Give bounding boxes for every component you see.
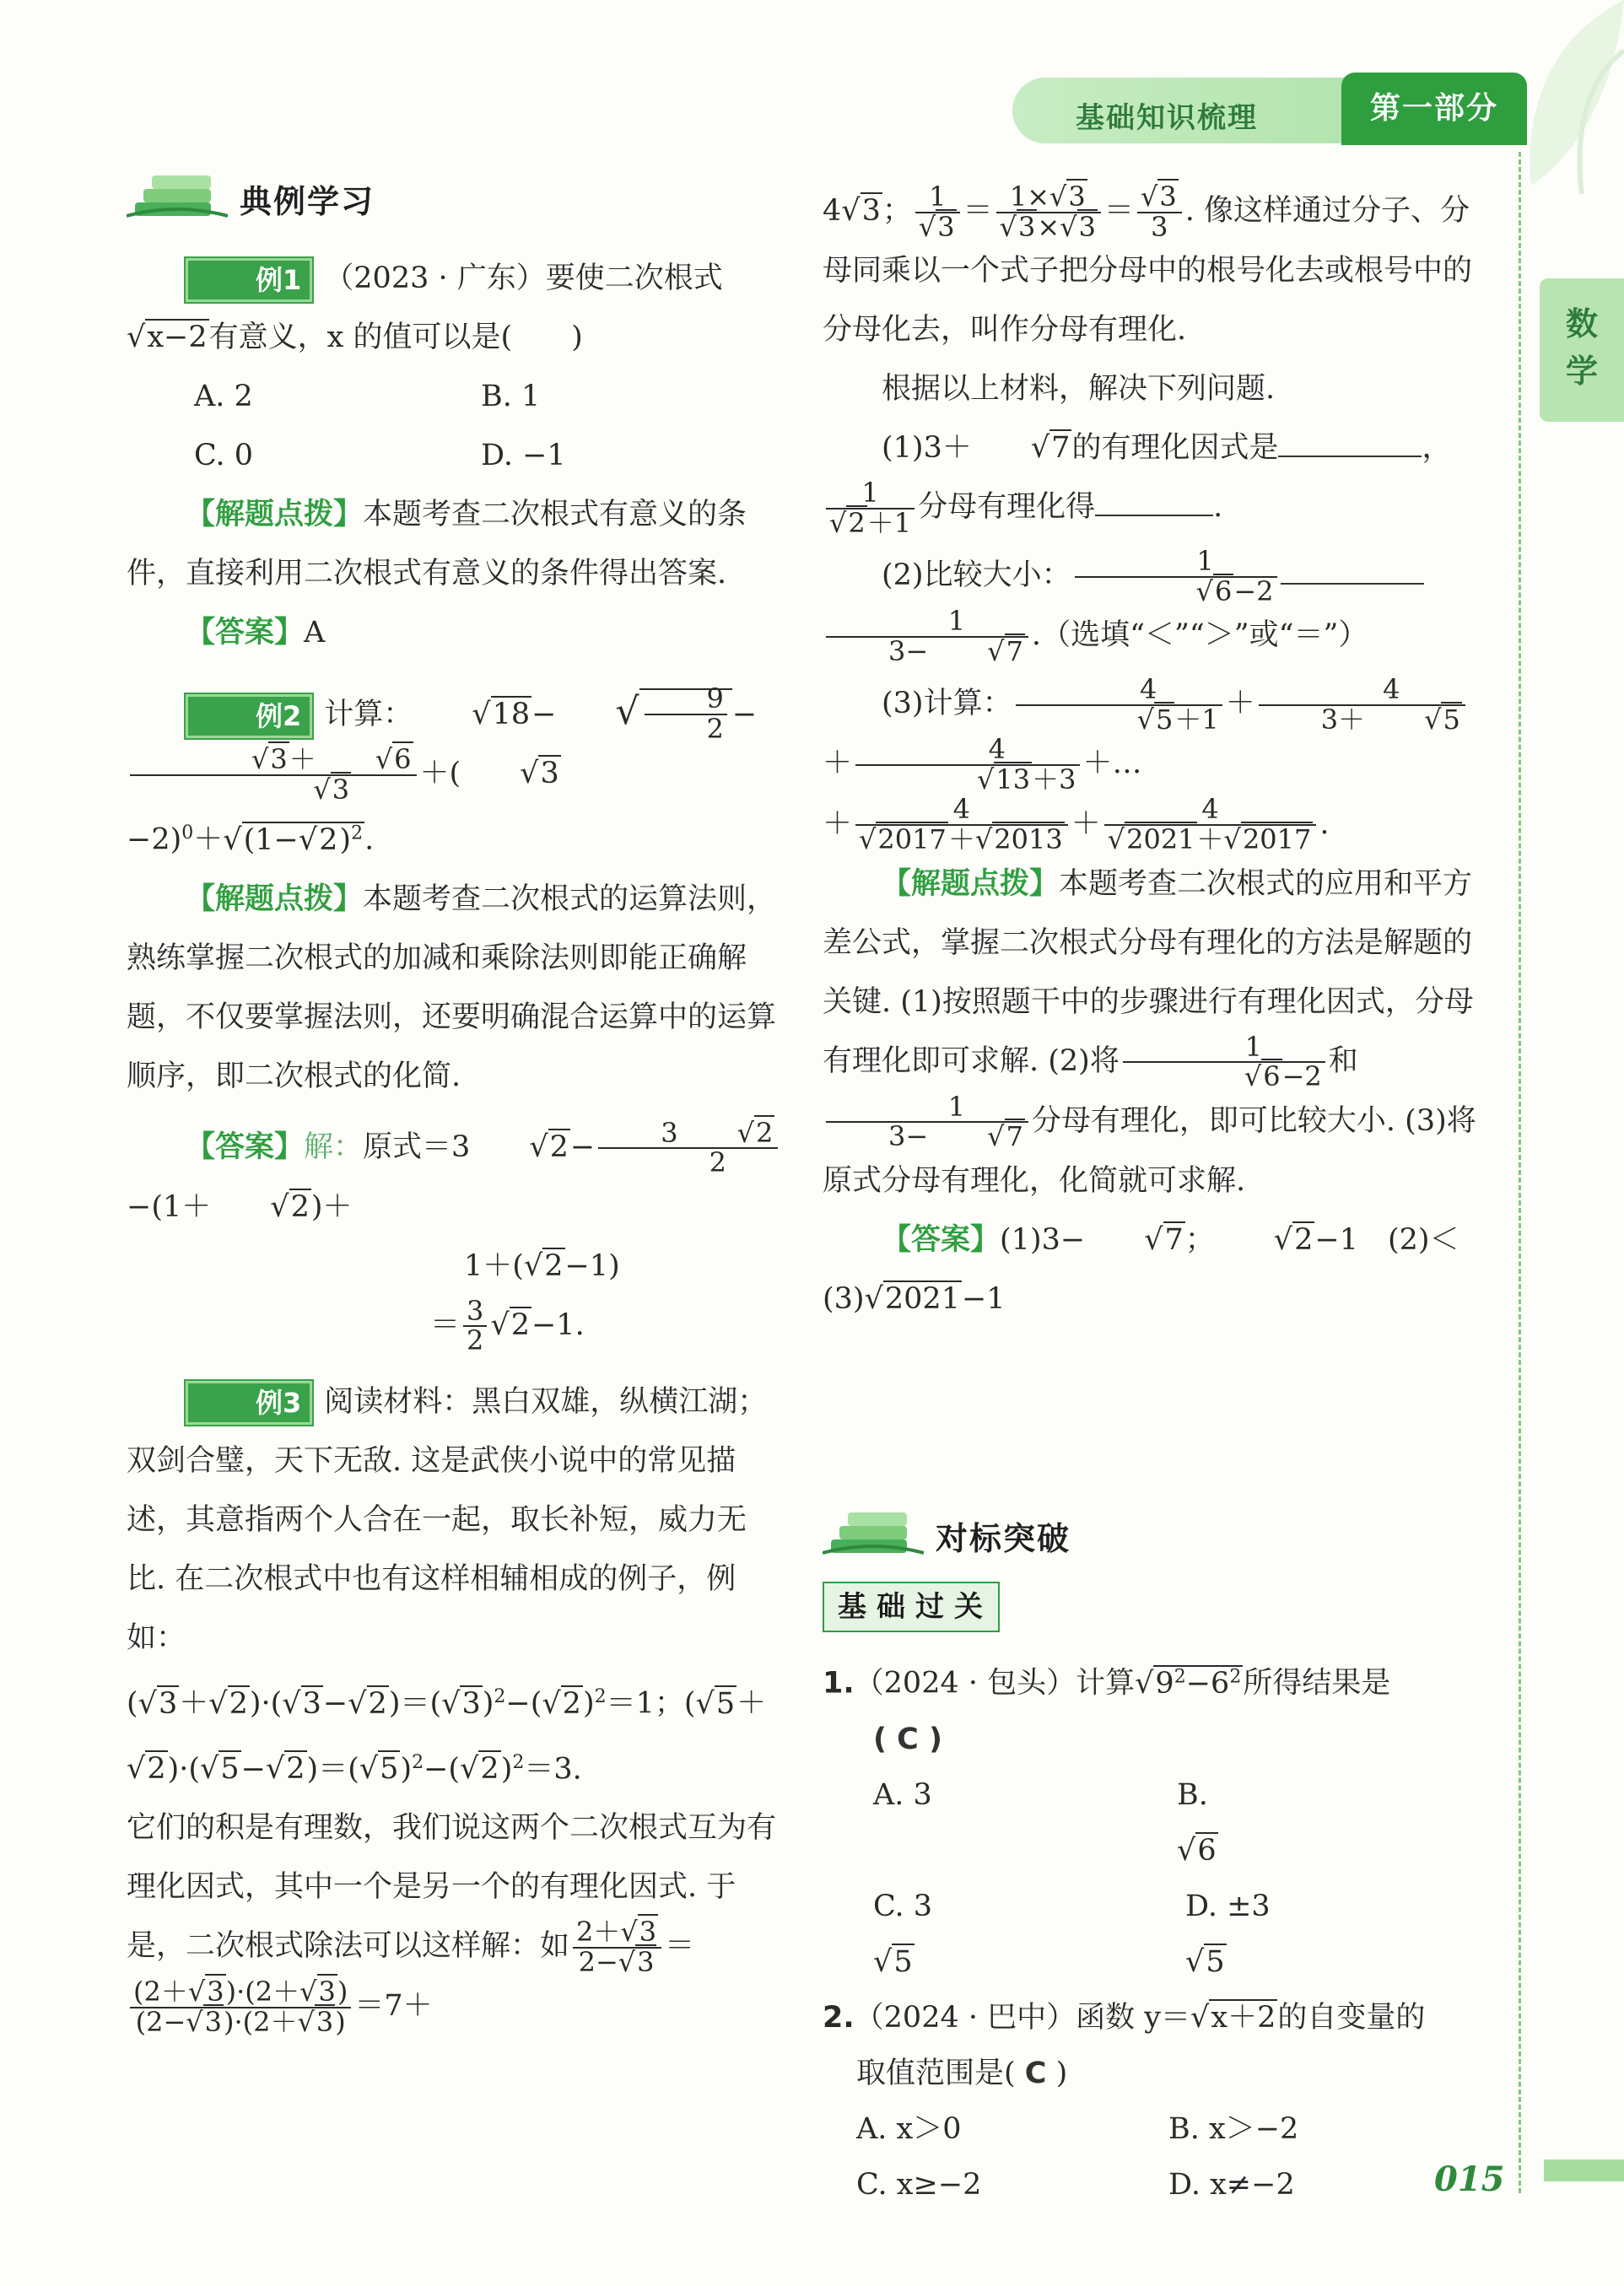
ex1-option-c: C. 0 — [194, 439, 254, 472]
ex1-options-row1 — [127, 367, 785, 426]
ex2-badge: 例2 — [186, 694, 312, 738]
ex3-example-line: (√ 3＋√ 2)·(√ 3−√ 2)＝(√ 3)$^2$−(√ 2)$^2$＝1；(√ 5＋√ 2)·(√ 5−√ 2)＝(√ 5)$^2$−(√ 2)$^2$＝3. — [127, 1668, 785, 1798]
left-column — [127, 249, 785, 2036]
q2-option-c: C. x≥−2 — [856, 2167, 982, 2202]
basic-tag-wrap — [823, 1582, 1000, 1632]
q1-option-b: B. √ 6 — [1177, 1767, 1489, 1879]
ex3-q1-line2: 1 √ 2＋1 分母有理化得 . — [823, 477, 1481, 537]
section-examples-title: 典例学习 — [240, 182, 375, 220]
ex3-q1-blank-1[interactable] — [1278, 422, 1422, 457]
right-column — [823, 181, 1481, 1329]
section-examples — [127, 169, 375, 228]
subject-char-2: 学 — [1565, 353, 1598, 390]
basic-level-tag: 基础过关 — [823, 1582, 1000, 1632]
ex3-q2-blank[interactable] — [1281, 549, 1424, 585]
q2-option-b: B. x＞−2 — [1168, 2111, 1299, 2146]
ex1-option-b: B. 1 — [481, 380, 541, 413]
ex2-hint: 【解题点拨】本题考查二次根式的运算法则，熟练掌握二次根式的加减和乘除法则即能正确解题，不仅要掌握法则，还要明确混合运算中的运算顺序，即二次根式的化简. — [127, 881, 777, 1093]
header-title: 基础知识梳理 — [1076, 101, 1258, 135]
ex3-hint: 【解题点拨】本题考查二次根式的应用和平方差公式，掌握二次根式分母有理化的方法是解题的关键. (1)按照题干中的步骤进行有理化因式，分母有理化即可求解. (2)将 1 √ 6−2 和 $\frac{1}{3-√ 7}$ 分母有理化，即可比较大小. (3)将原式分母有理化，化简就可求解. — [823, 855, 1481, 1210]
subject-char-1: 数 — [1565, 305, 1598, 342]
ex3-q2: (2)比较大小： 1 √ 6−2 $\frac{1}{3-√ 7}$ .（选填“＜”“＞”或“＝”） — [823, 546, 1481, 666]
ex3-text2: 它们的积是有理数，我们说这两个二次根式互为有理化因式，其中一个是另一个的有理化因式. 于是，二次根式除法可以这样解：如 $\frac{2+√ 3}{2-√ 3}$ ＝ $\frac{(2+√ 3)\cdot(2+√ 3)}{(2-√ 3)\cdot(2+√ 3)}$ ＝7＋ — [127, 1798, 785, 2036]
ex1-badge: 例1 — [186, 258, 312, 302]
q1-option-a: A. 3 — [873, 1777, 932, 1812]
books-icon — [127, 169, 228, 228]
practice-questions — [823, 1649, 1489, 2213]
ex3-badge: 例3 — [186, 1381, 312, 1425]
q2-option-d: D. x≠−2 — [1168, 2167, 1295, 2202]
ex3-answer-line2: (3)√ 2021−1 — [823, 1270, 1481, 1329]
ex3-q1: (1)3＋√ 7的有理化因式是 ， — [823, 418, 1481, 477]
q2-stem: 2.（2024 · 巴中）函数 y＝√ x＋2的自变量的 — [823, 1990, 1489, 2046]
subject-tab — [1540, 278, 1624, 422]
section-practice — [823, 1506, 1071, 1565]
ex3-text3: 4√ 3； 1 √ 3 ＝ 1×√ 3 √ 3×√ 3 ＝ √ $\frac{3}{3}$ . 像这样通过分子、分母同乘以一个式子把分母中的根号化去或根号中的分母化去，叫作分母有理化. — [823, 181, 1481, 359]
ex1-options-row2 — [127, 426, 785, 485]
q1-answer: ( C ) — [873, 1722, 943, 1756]
ex3-answer: 【答案】(1)3−√ 7；√ 2−1 (2)＜ — [823, 1210, 1481, 1270]
ex3-text1: 例3 阅读材料：黑白双雄，纵横江湖；双剑合璧，天下无敌. 这是武侠小说中的常见描述，其意指两个人合在一起，取长补短，威力无比. 在二次根式中也有这样相辅相成的例子，例如： — [127, 1372, 785, 1668]
ex3-q3: (3)计算： 4 √ 5＋1 ＋ $\frac{4}{3+√ 5}$ ＋ 4 √ 13＋3 ＋… — [823, 674, 1481, 794]
ex1-option-d: D. −1 — [481, 439, 566, 472]
ex1-stem: 例1 （2023 · 广东）要使二次根式 — [127, 249, 785, 308]
q1-option-c: C. 3√ 5 — [873, 1879, 1185, 1990]
q2-options-row1 — [823, 2101, 1489, 2157]
ex2-answer-line3: ＝ $\frac{3}{2}$ √ 2−1. — [127, 1296, 785, 1356]
ex2-stem-2: −2)$^0$＋√ (1−√ 2)$^2$. — [127, 804, 785, 870]
header-part: 第一部分 — [1341, 73, 1527, 145]
q1-stem: 1.（2024 · 包头）计算√ $9^2-6^2$所得结果是 — [823, 1649, 1489, 1712]
page-number: 015 — [1434, 2159, 1505, 2199]
ex3-task: 根据以上材料，解决下列问题. — [882, 372, 1276, 407]
section-practice-title: 对标突破 — [936, 1519, 1071, 1557]
q1-option-d: D. ±3√ 5 — [1185, 1879, 1497, 1990]
ex2-stem: 例2 计算：√ 18− √ $\frac{9}{2}$ − √ 3＋√ 6 √ 3 ＋(√ 3 — [127, 682, 785, 804]
books-icon-2 — [823, 1506, 924, 1565]
ex3-q1-blank-2[interactable] — [1095, 481, 1213, 516]
ex1-option-a: A. 2 — [194, 380, 253, 413]
ex2-answer-line2: 1＋(√ 2−1) — [127, 1237, 785, 1296]
q1-options-row1 — [823, 1767, 1489, 1879]
ex2-answer: 【答案】解：原式＝3√ 2− $\frac{3√ 2}{2}$ −(1＋√ 2)＋ — [127, 1118, 785, 1237]
q2-stem-2: 取值范围是( C ) — [856, 2056, 1068, 2090]
q2-options-row2 — [823, 2157, 1489, 2213]
margin-dashed-rule — [1519, 152, 1521, 2193]
ex1-stem-2: √ x−2有意义，x 的值可以是( ) — [127, 308, 785, 367]
ex1-answer: 【答案】A — [186, 615, 326, 650]
bottom-strip — [1544, 2159, 1624, 2181]
q2-option-a: A. x＞0 — [856, 2111, 962, 2146]
ex1-hint: 【解题点拨】本题考查二次根式有意义的条件，直接利用二次根式有意义的条件得出答案. — [127, 497, 747, 590]
q1-options-row2 — [823, 1879, 1489, 1990]
ex3-q3-line2: ＋ 4 √ 2017＋√ 2013 ＋ 4 √ 2021＋√ 2017 . — [823, 795, 1481, 855]
